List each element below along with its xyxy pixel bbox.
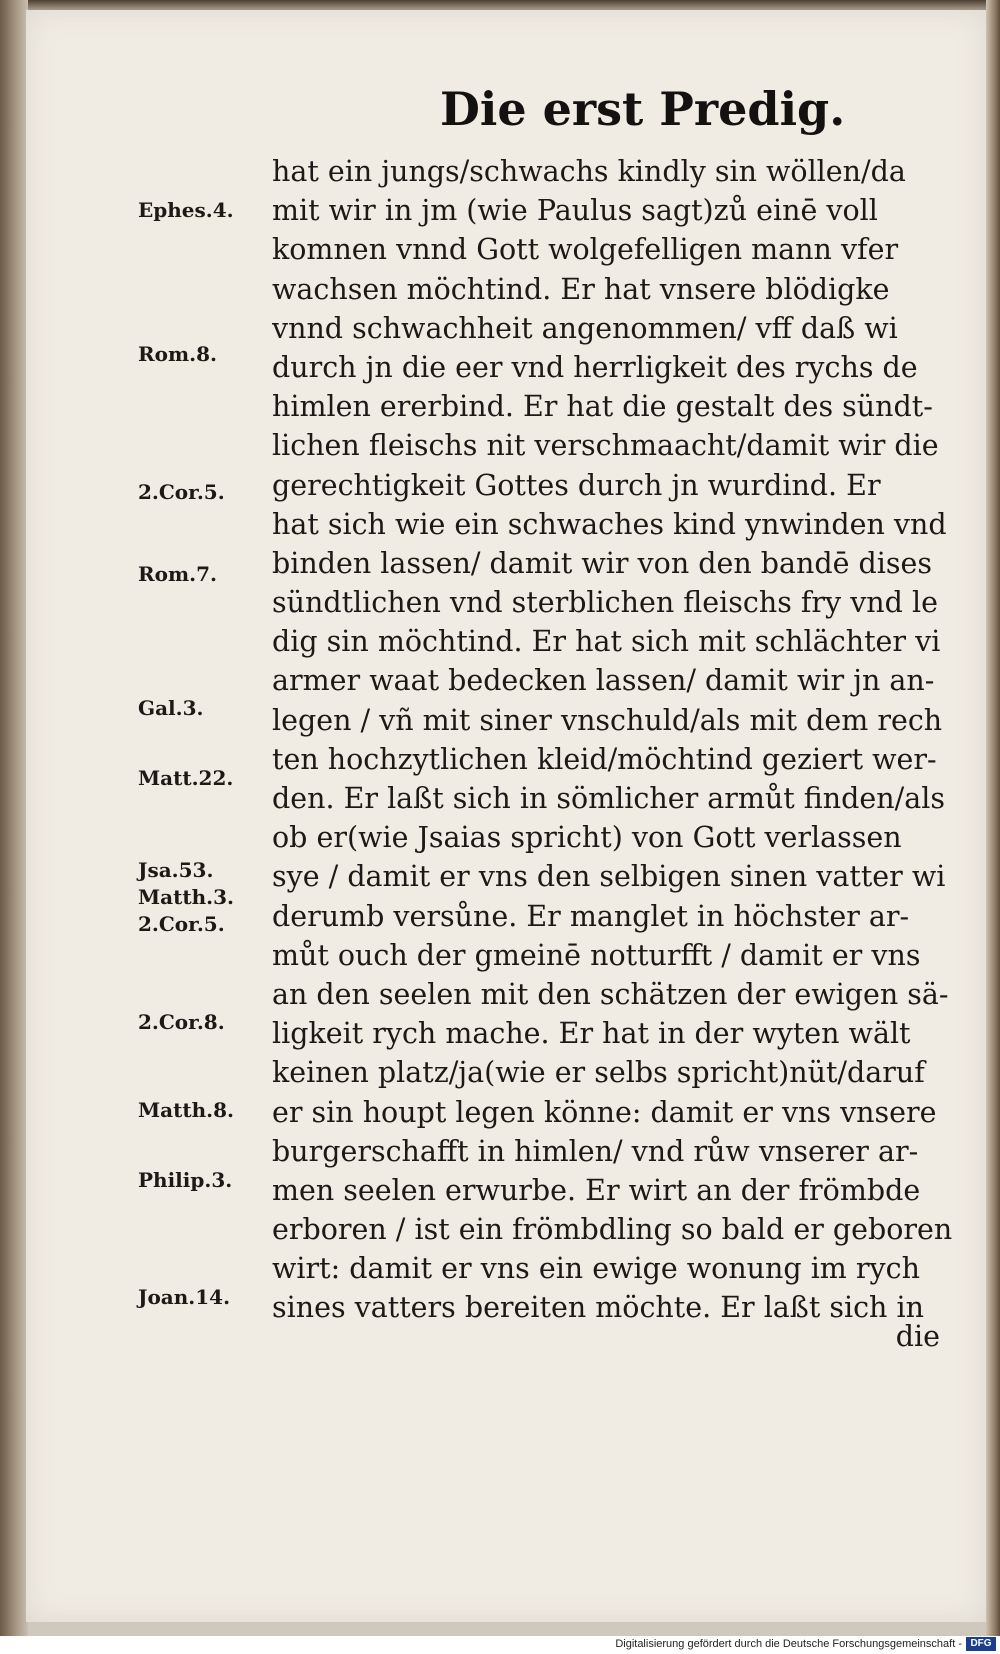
marginal-note: 2.Cor.5. xyxy=(138,912,225,936)
marginal-note: Philip.3. xyxy=(138,1168,233,1192)
text-line: hat ein jungs/schwachs kindly sin wöllen/da xyxy=(272,155,906,188)
text-line: dig sin möchtind. Er hat sich mit schlächter vi xyxy=(272,625,941,659)
marginal-note: Matt.22. xyxy=(138,766,234,790)
text-line: můt ouch der gmeinē notturfft / damit er vns xyxy=(272,938,921,972)
text-line: an den seelen mit den schätzen der ewigen sä- xyxy=(272,977,949,1011)
book-fore-edge xyxy=(986,0,1000,1654)
text-line: mit wir in jm (wie Paulus sagt)zů einē voll xyxy=(272,194,878,228)
marginal-note: 2.Cor.5. xyxy=(138,480,225,504)
marginal-note: Rom.8. xyxy=(138,342,217,366)
marginal-note: Joan.14. xyxy=(138,1285,231,1309)
text-line: hat sich wie ein schwaches kind ynwinden vnd xyxy=(272,507,947,541)
text-line: er sin houpt legen könne: damit er vns vnsere xyxy=(272,1095,937,1129)
text-line: men seelen erwurbe. Er wirt an der frömbde xyxy=(272,1173,921,1207)
text-line: derumb versůne. Er manglet in höchster ar- xyxy=(272,899,910,933)
text-line: sye / damit er vns den selbigen sinen vatter wi xyxy=(272,860,946,894)
text-line: ten hochzytlichen kleid/möchtind geziert wer- xyxy=(272,742,937,776)
text-line: legen / vñ mit siner vnschuld/als mit dem rech xyxy=(272,703,943,737)
text-line: ob er(wie Jsaias spricht) von Gott verlassen xyxy=(272,821,902,855)
marginal-note: Matth.8. xyxy=(138,1098,234,1122)
text-line: sines vatters bereiten möchte. Er laßt sich in xyxy=(272,1291,924,1325)
marginal-note: Ephes.4. xyxy=(138,198,234,222)
catchword: die xyxy=(895,1320,940,1353)
text-line: himlen ererbind. Er hat die gestalt des sündt- xyxy=(272,390,933,424)
text-line: burgerschafft in himlen/ vnd růw vnserer ar- xyxy=(272,1134,919,1168)
text-line: binden lassen/ damit wir von den bandē dises xyxy=(272,546,932,580)
marginal-note: 2.Cor.8. xyxy=(138,1010,225,1034)
text-line: lichen fleischs nit verschmaacht/damit wir die xyxy=(272,429,939,463)
marginal-note: Jsa.53. xyxy=(138,858,214,882)
marginal-note: Gal.3. xyxy=(138,696,204,720)
dfg-logo[interactable]: DFG xyxy=(966,1637,996,1651)
text-line: vnnd schwachheit angenommen/ vff daß wi xyxy=(272,311,898,345)
marginal-note: Matth.3. xyxy=(138,885,234,909)
text-line: den. Er laßt sich in sömlicher armůt finden/als xyxy=(272,782,945,815)
text-line: wirt: damit er vns ein ewige wonung im rych xyxy=(272,1252,920,1286)
text-line: armer waat bedecken lassen/ damit wir jn an- xyxy=(272,664,935,698)
text-line: keinen platz/ja(wie er selbs spricht)nüt/daruf xyxy=(272,1056,925,1090)
text-line: durch jn die eer vnd herrligkeit des rychs de xyxy=(272,350,918,384)
text-line: gerechtigkeit Gottes durch jn wurdind. Er xyxy=(272,468,881,502)
text-line: wachsen möchtind. Er hat vnsere blödigke xyxy=(272,272,890,306)
text-line: komnen vnnd Gott wolgefelligen mann vfer xyxy=(272,233,899,267)
footer-credit: Digitalisierung gefördert durch die Deutsche Forschungsgemeinschaft - xyxy=(615,1638,962,1650)
marginal-note: Rom.7. xyxy=(138,562,217,586)
text-line: ligkeit rych mache. Er hat in der wyten wält xyxy=(272,1017,911,1051)
text-line: sündtlichen vnd sterblichen fleischs fry vnd le xyxy=(272,586,938,620)
book-gutter-edge xyxy=(0,0,28,1654)
body-text xyxy=(272,152,962,1328)
page-heading: Die erst Predig. xyxy=(440,82,846,136)
text-line: erboren / ist ein frömbdling so bald er geboren xyxy=(272,1213,953,1247)
